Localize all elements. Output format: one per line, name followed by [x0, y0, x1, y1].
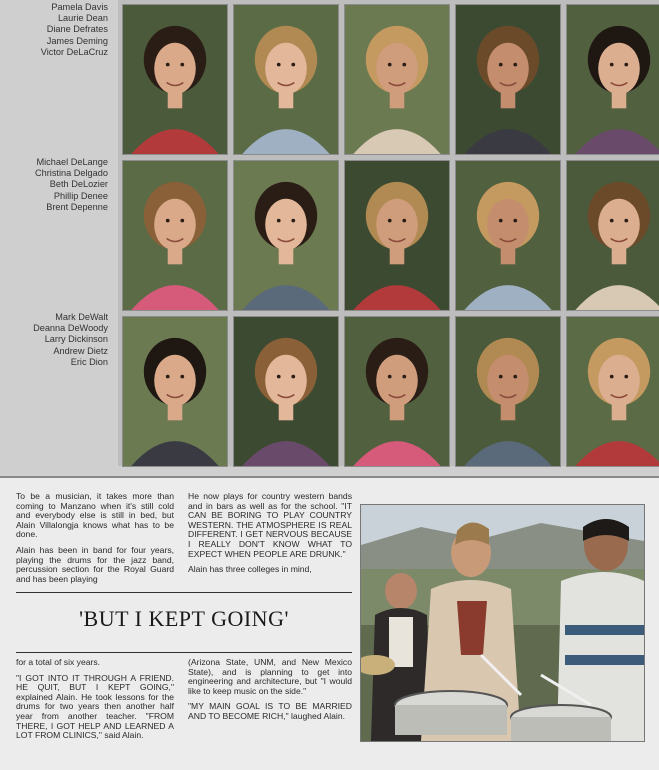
student-portrait [233, 4, 339, 155]
student-portrait [122, 160, 228, 311]
names-list-row-2 [0, 157, 108, 213]
student-portrait [455, 316, 561, 467]
article-paragraph: "MY MAIN GOAL IS TO BE MARRIED AND TO BECOME RICH," laughed Alain. [188, 701, 352, 721]
student-portrait [566, 316, 659, 467]
student-name: Laurie Dean [57, 13, 108, 24]
student-portrait [455, 160, 561, 311]
feature-article [0, 476, 659, 770]
student-name: Phillip Denee [53, 190, 108, 201]
portrait-grid [118, 0, 659, 466]
student-portrait [566, 4, 659, 155]
student-name: Michael DeLange [36, 157, 108, 167]
names-list-row-3 [0, 312, 108, 368]
article-paragraph: To be a musician, it takes more than coming to Manzano when it's still cold and everybody else is still in bed, but Alain Villalongja knows what has to be done. [16, 491, 174, 540]
names-list-row-1 [0, 2, 108, 58]
student-portrait [344, 160, 450, 311]
student-name: Christina Delgado [34, 168, 108, 179]
student-portrait [122, 316, 228, 467]
student-name: Diane Defrates [46, 24, 108, 35]
article-headline: 'BUT I KEPT GOING' [79, 606, 289, 631]
article-paragraph: Alain has three colleges in mind, [188, 564, 312, 575]
marching-band-photo [360, 504, 645, 742]
student-name: Beth DeLozier [49, 179, 108, 190]
student-name: James Deming [46, 35, 108, 46]
article-column-2-top [188, 492, 352, 581]
article-column-1-bottom [16, 658, 174, 747]
student-portrait [455, 4, 561, 155]
student-portrait [344, 4, 450, 155]
article-paragraph: "I GOT INTO IT THROUGH A FRIEND. HE QUIT, BUT I KEPT GOING," explained Alain. He took lessons for the drums for two years then another half year from another teacher. "FROM THERE, I GOT HELP AND LEARNED A LOT FROM CLINICS," said Alain. [16, 672, 174, 741]
article-paragraph: (Arizona State, UNM, and New Mexico State), and is planning to get into engineering and architecture, but "I would like to keep music on the side." [188, 657, 352, 696]
article-paragraph: for a total of six years. [16, 657, 101, 667]
student-portrait [233, 160, 339, 311]
headline-rule-bottom [16, 652, 352, 653]
article-column-2-bottom [188, 658, 352, 728]
student-name: Mark DeWalt [55, 312, 108, 322]
article-paragraph: Alain has been in band for four years, playing the drums for the jazz band, percussion section for the Royal Guard and has been playing [16, 544, 174, 584]
student-portrait [233, 316, 339, 467]
article-column-1-top [16, 492, 174, 590]
student-portrait [566, 160, 659, 311]
student-portrait [122, 4, 228, 155]
article-paragraph: He now plays for country western bands and in bars as well as for the school. "IT CAN BE BORING TO PLAY COUNTRY WESTERN. THE ATMOSPHERE IS REAL DIFFERENT. I GET NERVOUS BECAUSE I REALLY DON'T KNOW WHAT TO EXPECT WHEN PEOPLE ARE DRUNK." [188, 491, 352, 559]
student-name: Victor DeLaCruz [40, 46, 108, 57]
student-name: Andrew Dietz [53, 345, 108, 356]
student-name: Larry Dickinson [44, 334, 108, 345]
student-name: Eric Dion [70, 356, 108, 367]
student-name: Pamela Davis [51, 2, 108, 12]
student-name: Deanna DeWoody [33, 323, 108, 334]
student-name: Brent Depenne [46, 201, 108, 212]
headline-rule-top [16, 592, 352, 593]
student-portrait [344, 316, 450, 467]
